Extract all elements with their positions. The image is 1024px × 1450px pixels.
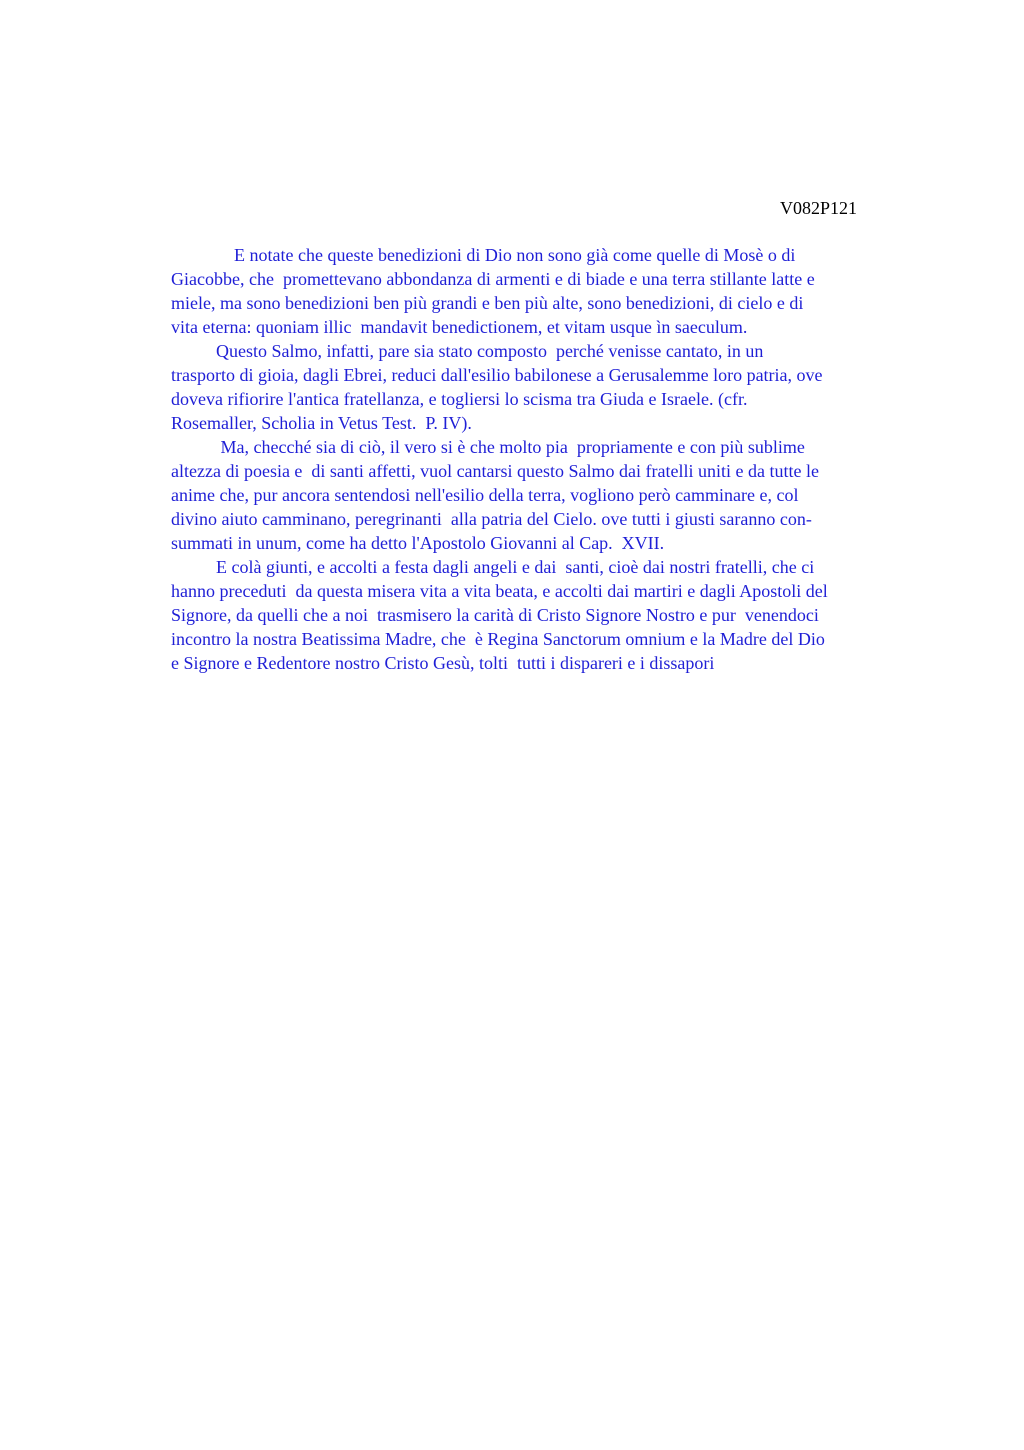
text-line: vita eterna: quoniam illic mandavit benedictionem, et vitam usque ìn saeculum.	[171, 317, 748, 337]
text-line: doveva rifiorire l'antica fratellanza, e togliersi lo scisma tra Giuda e Israele. (cfr.	[171, 389, 748, 409]
text-line: Questo Salmo, infatti, pare sia stato composto perché venisse cantato, in un	[171, 341, 764, 361]
text-line: e Signore e Redentore nostro Cristo Gesù, tolti tutti i dispareri e i dissapori	[171, 653, 715, 673]
text-line: E notate che queste benedizioni di Dio non sono già come quelle di Mosè o di	[171, 245, 796, 265]
text-line: divino aiuto camminano, peregrinanti alla patria del Cielo. ove tutti i giusti saranno con-	[171, 509, 812, 529]
text-line: anime che, pur ancora sentendosi nell'esilio della terra, vogliono però camminare e, col	[171, 485, 799, 505]
text-line: summati in unum, come ha detto l'Apostolo Giovanni al Cap. XVII.	[171, 533, 665, 553]
text-line: E colà giunti, e accolti a festa dagli angeli e dai santi, cioè dai nostri fratelli, che ci	[171, 557, 815, 577]
text-line: altezza di poesia e di santi affetti, vuol cantarsi questo Salmo dai fratelli uniti e da tutte le	[171, 461, 819, 481]
page-identifier: V082P121	[780, 198, 858, 218]
text-line: Signore, da quelli che a noi trasmisero la carità di Cristo Signore Nostro e pur venendoci	[171, 605, 819, 625]
text-line: Rosemaller, Scholia in Vetus Test. P. IV).	[171, 413, 472, 433]
body-text	[171, 243, 931, 675]
text-line: miele, ma sono benedizioni ben più grandi e ben più alte, sono benedizioni, di cielo e di	[171, 293, 804, 313]
text-line: incontro la nostra Beatissima Madre, che è Regina Sanctorum omnium e la Madre del Dio	[171, 629, 825, 649]
text-line: Ma, checché sia di ciò, il vero si è che molto pia propriamente e con più sublime	[171, 437, 805, 457]
text-line: trasporto di gioia, dagli Ebrei, reduci dall'esilio babilonese a Gerusalemme loro patria, ove	[171, 365, 823, 385]
text-line: Giacobbe, che promettevano abbondanza di armenti e di biade e una terra stillante latte e	[171, 269, 815, 289]
text-line: hanno preceduti da questa misera vita a vita beata, e accolti dai martiri e dagli Apostoli del	[171, 581, 828, 601]
